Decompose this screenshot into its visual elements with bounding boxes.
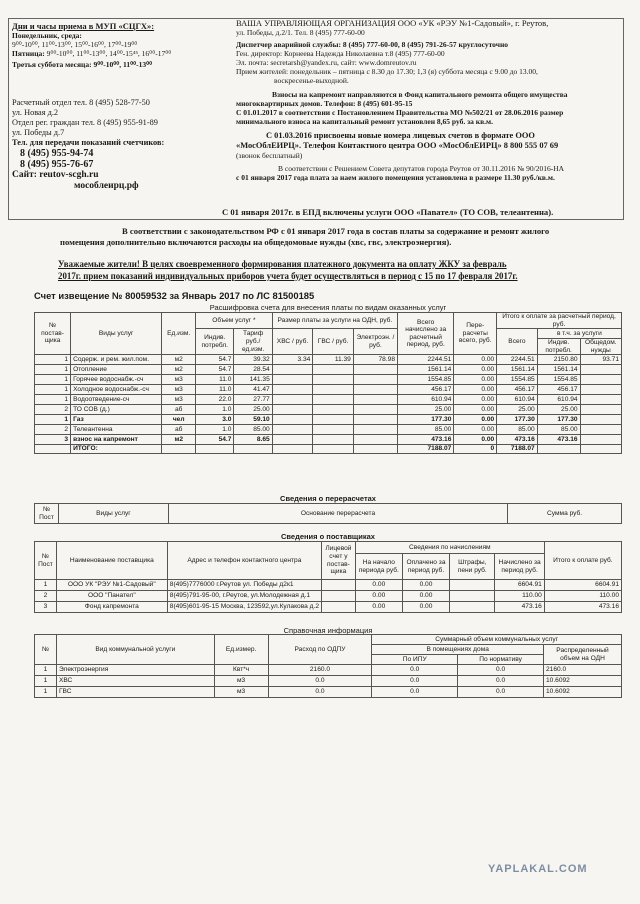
invoice-title: Счет извещение № 80059532 за Январь 2017 по ЛС 81500185 xyxy=(34,290,315,301)
meter-phone-1: 8 (495) 955-94-74 xyxy=(20,148,94,159)
recalc-caption: Сведения о перерасчетах xyxy=(280,494,376,503)
tariff: 59.10 xyxy=(234,415,272,425)
accrued: 473.16 xyxy=(398,435,454,445)
table-row xyxy=(35,375,622,385)
tariff: 8.65 xyxy=(234,435,272,445)
supplier-num: 2 xyxy=(35,405,71,415)
table-row xyxy=(35,415,622,425)
ref-odn: 10.6092 xyxy=(544,676,622,687)
to-pay: 1561.14 xyxy=(497,365,538,375)
to-pay-ind: 177.30 xyxy=(537,415,580,425)
to-pay-common xyxy=(580,435,621,445)
ref-odn: 10.6092 xyxy=(544,687,622,698)
ref-caption: Справочная информация xyxy=(283,626,373,635)
contacts-block xyxy=(12,98,227,192)
notice-1: С 01 января 2017г. в ЕПД включены услуги ООО «Паnaтел» (ТО СОВ, телеантенна). xyxy=(222,207,554,217)
prov-h-num: № Пост xyxy=(35,542,57,580)
ref-h-ipu: По ИПУ xyxy=(372,655,458,665)
tariff: 85.00 xyxy=(234,425,272,435)
to-pay-ind: 610.94 xyxy=(537,395,580,405)
period-fine xyxy=(450,591,495,602)
ref-ipu: 0.0 xyxy=(372,687,458,698)
to-pay: 610.94 xyxy=(497,395,538,405)
period-start: 0.00 xyxy=(355,602,402,613)
total-sum: 7188.07 xyxy=(398,445,454,454)
ref-num: 1 xyxy=(35,687,57,698)
h-num: № постав-щика xyxy=(35,313,71,355)
management-org xyxy=(236,18,621,182)
supplier-num: 1 xyxy=(35,355,71,365)
tv-2: с 01 января 2017 года плата за наем жилого помещения установлена в размере 11.30 руб./кв.м. xyxy=(236,173,555,182)
to-pay: 25.00 xyxy=(497,405,538,415)
period-paid: 0.00 xyxy=(402,580,449,591)
org-addr: ул. Победы, д.2/1. Тел. 8 (495) 777-60-00 xyxy=(236,28,365,37)
accrued: 25.00 xyxy=(398,405,454,415)
ref-h-sum: Суммарный объем коммунальных услуг xyxy=(372,635,622,645)
h-gvs: ГВС / руб. xyxy=(313,329,354,355)
director: Ген. директор: Корнеева Надежда Николаевна т.8 (495) 777-60-00 xyxy=(236,49,445,58)
table-row xyxy=(35,591,622,602)
odn-gvs xyxy=(313,415,354,425)
provider-to-pay: 6604.91 xyxy=(544,580,621,591)
fund-3: С 01.01.2017 в соответствии с Постановлением Правительства МО №502/21 от 28.06.2016 размер xyxy=(236,108,564,117)
accrued: 1554.85 xyxy=(398,375,454,385)
h-unit: Ед.изм. xyxy=(162,313,196,355)
to-pay: 85.00 xyxy=(497,425,538,435)
tariff: 41.47 xyxy=(234,385,272,395)
meter-phone-2: 8 (495) 955-76-67 xyxy=(20,159,94,170)
prov-h-acc: Лицевой счет у постав-щика xyxy=(321,542,355,580)
volume: 11.0 xyxy=(196,375,234,385)
to-pay-ind: 85.00 xyxy=(537,425,580,435)
provider-to-pay: 473.16 xyxy=(544,602,621,613)
odn-el: 78.98 xyxy=(353,355,397,365)
provider-name: ООО УК "РЭУ №1-Садовый" xyxy=(56,580,167,591)
ref-odpu: 2160.0 xyxy=(268,665,372,676)
table-row xyxy=(35,435,622,445)
supplier-num: 3 xyxy=(35,435,71,445)
recalc: 0.00 xyxy=(454,435,497,445)
accrued: 1561.14 xyxy=(398,365,454,375)
fri-label: Пятница: xyxy=(12,49,45,58)
odn-hvs xyxy=(272,405,313,415)
ref-norm: 0.0 xyxy=(458,687,544,698)
odn-gvs xyxy=(313,395,354,405)
service-name: Телеантенна xyxy=(71,425,162,435)
accounts-1: С 01.03.2016 присвоены новые номера лицевых счетов в формате ООО xyxy=(266,131,535,140)
table-row xyxy=(35,355,622,365)
ref-h-odn: Распределенный объем на ОДН xyxy=(544,645,622,665)
accrued: 456.17 xyxy=(398,385,454,395)
h-ind: Индив. потребл. xyxy=(537,339,580,355)
fund-4: минимального взноса на капитальный ремонт установлен 8,65 руб. за кв.м. xyxy=(236,117,493,126)
service-name: Холодное водоснабж.-сч xyxy=(71,385,162,395)
table-row xyxy=(35,385,622,395)
volume: 54.7 xyxy=(196,365,234,375)
email: Эл. почта: secretarsh@yandex.ru, сайт: www.domreutov.ru xyxy=(236,58,417,67)
main-table-caption: Расшифровка счета для внесения платы по видам оказанных услуг xyxy=(209,303,447,312)
h-incl: в т.ч. за услуги xyxy=(537,329,621,339)
mon-wed-label: Понедельник, среда: xyxy=(12,31,82,40)
volume: 11.0 xyxy=(196,385,234,395)
accounts-2: «МосОблЕИРЦ». Телефон Контактного центра ООО «МосОблЕИРЦ» 8 800 555 07 69 xyxy=(236,141,559,150)
odn-el xyxy=(353,365,397,375)
odn-gvs xyxy=(313,425,354,435)
to-pay-ind: 473.16 xyxy=(537,435,580,445)
provider-to-pay: 110.00 xyxy=(544,591,621,602)
ref-service: ГВС xyxy=(56,687,214,698)
unit: чел xyxy=(162,415,196,425)
reg-addr: ул. Победы д.7 xyxy=(12,128,65,137)
odn-el xyxy=(353,405,397,415)
accrued: 177.30 xyxy=(398,415,454,425)
site-label: Сайт: xyxy=(12,170,37,180)
odn-gvs xyxy=(313,385,354,395)
accrued: 85.00 xyxy=(398,425,454,435)
providers-table xyxy=(34,541,622,613)
period-paid: 0.00 xyxy=(402,591,449,602)
to-pay-common xyxy=(580,415,621,425)
ref-num: 1 xyxy=(35,676,57,687)
prov-h-fine: Штрафы, пени руб. xyxy=(450,554,495,580)
accrued: 610.94 xyxy=(398,395,454,405)
volume: 54.7 xyxy=(196,355,234,365)
unit: м2 xyxy=(162,365,196,375)
provider-num: 3 xyxy=(35,602,57,613)
period-start: 0.00 xyxy=(355,591,402,602)
tariff: 28.54 xyxy=(234,365,272,375)
reception: Прием жителей: понедельник – пятница с 8.30 до 17.30; 1,3 (я) суббота месяца с 9.00 до 13.00, xyxy=(236,67,538,76)
table-row xyxy=(35,425,622,435)
tariff: 39.32 xyxy=(234,355,272,365)
to-pay-common xyxy=(580,425,621,435)
volume: 1.0 xyxy=(196,425,234,435)
odn-el xyxy=(353,395,397,405)
period-charged: 110.00 xyxy=(495,591,544,602)
h-common: Общедом. нужды xyxy=(580,339,621,355)
reference-table xyxy=(34,634,622,698)
period-charged: 473.16 xyxy=(495,602,544,613)
calc-addr: ул. Новая д.2 xyxy=(12,108,59,117)
volume: 1.0 xyxy=(196,405,234,415)
h-odn: Размер платы за услуги на ОДН, руб. xyxy=(272,313,397,329)
recalc: 0.00 xyxy=(454,385,497,395)
to-pay-common xyxy=(580,365,621,375)
recalc: 0.00 xyxy=(454,425,497,435)
site-link-1[interactable]: reutov-scgh.ru xyxy=(39,170,99,180)
ref-ipu: 0.0 xyxy=(372,665,458,676)
prov-h-charged: Начислено за период руб. xyxy=(495,554,544,580)
tv-1: В соответствии с Решением Совета депутатов города Реутов от 30.11.2016 № 90/2016-НА xyxy=(278,164,565,173)
table-row xyxy=(35,676,622,687)
h-tariff: Тариф руб./ед.изм. xyxy=(234,329,272,355)
watermark: YAPLAKAL.COM xyxy=(488,863,588,875)
service-name: Горячее водоснабж.-сч xyxy=(71,375,162,385)
recalc-h-sum: Сумма руб. xyxy=(508,504,622,524)
to-pay: 456.17 xyxy=(497,385,538,395)
h-volume: Объем услуг * xyxy=(196,313,273,329)
volume: 3.0 xyxy=(196,415,234,425)
supplier-num: 1 xyxy=(35,395,71,405)
service-name: взнос на капремонт xyxy=(71,435,162,445)
supplier-num: 1 xyxy=(35,385,71,395)
unit: м2 xyxy=(162,435,196,445)
ref-service: Электроэнергия xyxy=(56,665,214,676)
h-hvs: ХВС / руб. xyxy=(272,329,313,355)
recalc-table xyxy=(34,503,622,524)
ref-h-odpu: Расход по ОДПУ xyxy=(268,635,372,665)
h-topay: Итого к оплате за расчетный период, руб. xyxy=(497,313,622,329)
odn-gvs: 11.39 xyxy=(313,355,354,365)
to-pay-common xyxy=(580,375,621,385)
service-name: Газ xyxy=(71,415,162,425)
notice-2: В соответствии с законодательством РФ с 01 января 2017 года в состав платы за содержание и ремонт жилого xyxy=(122,226,550,236)
ref-odpu: 0.0 xyxy=(268,687,372,698)
notice-3: помещения дополнительно включаются расходы на общедомовые нужды (хвс, гвс, электроэнергия). xyxy=(60,237,452,247)
mon-wed-time: 9⁰⁰-10⁰⁰, 11⁰⁰-13⁰⁰, 15⁰⁰-16⁰⁰, 17⁰⁰-19⁰⁰ xyxy=(12,40,138,49)
ref-unit: м3 xyxy=(214,687,268,698)
prov-h-paid: Оплачено за период руб. xyxy=(402,554,449,580)
provider-num: 2 xyxy=(35,591,57,602)
recalc: 0.00 xyxy=(454,395,497,405)
notice-meters xyxy=(58,258,624,282)
odn-hvs xyxy=(272,395,313,405)
provider-address: 8(495)601-95-15 Москва, 123592,ул.Кулакова д.2 xyxy=(167,602,321,613)
ref-num: 1 xyxy=(35,665,57,676)
period-charged: 6604.91 xyxy=(495,580,544,591)
unit: аб xyxy=(162,405,196,415)
supplier-num: 1 xyxy=(35,365,71,375)
ref-norm: 0.0 xyxy=(458,665,544,676)
table-row xyxy=(35,687,622,698)
odn-gvs xyxy=(313,435,354,445)
ref-ipu: 0.0 xyxy=(372,676,458,687)
odn-hvs: 3.34 xyxy=(272,355,313,365)
prov-h-name: Наименование поставщика xyxy=(56,542,167,580)
provider-address: 8(495)7776000 г.Реутов ул. Победы д2к1 xyxy=(167,580,321,591)
period-fine xyxy=(450,580,495,591)
notice-2-block xyxy=(60,226,620,248)
to-pay: 177.30 xyxy=(497,415,538,425)
odn-hvs xyxy=(272,385,313,395)
prov-h-start: На начало периода руб. xyxy=(355,554,402,580)
notice-4: Уважаемые жители! В целях своевременного формирования платежного документа на оплату ЖКУ за февраль xyxy=(58,259,507,269)
h-vol-ind: Индив. потребл. xyxy=(196,329,234,355)
odn-el xyxy=(353,385,397,395)
table-row xyxy=(35,665,622,676)
to-pay-ind: 2150.80 xyxy=(537,355,580,365)
reg-dept: Отдел рег. граждан тел. 8 (495) 955-91-89 xyxy=(12,118,158,127)
table-row xyxy=(35,405,622,415)
ref-h-norm: По нормативу xyxy=(458,655,544,665)
ref-unit: м3 xyxy=(214,676,268,687)
provider-account xyxy=(321,602,355,613)
prov-h-accr: Сведения по начислениям xyxy=(355,542,544,554)
to-pay-common xyxy=(580,405,621,415)
period-paid: 0.00 xyxy=(402,602,449,613)
to-pay: 473.16 xyxy=(497,435,538,445)
tariff: 25.00 xyxy=(234,405,272,415)
table-row xyxy=(35,395,622,405)
unit: м2 xyxy=(162,355,196,365)
odn-el xyxy=(353,425,397,435)
provider-account xyxy=(321,580,355,591)
to-pay-common xyxy=(580,385,621,395)
recalc: 0.00 xyxy=(454,415,497,425)
table-row xyxy=(35,580,622,591)
unit: м3 xyxy=(162,375,196,385)
table-row xyxy=(35,602,622,613)
to-pay-ind: 456.17 xyxy=(537,385,580,395)
volume: 22.0 xyxy=(196,395,234,405)
tariff: 27.77 xyxy=(234,395,272,405)
total-recalc: 0 xyxy=(454,445,497,454)
service-name: Водоотведение-сч xyxy=(71,395,162,405)
prov-h-addr: Адрес и телефон контактного центра xyxy=(167,542,321,580)
odn-el xyxy=(353,415,397,425)
recalc-h-num: № Пост xyxy=(35,504,59,524)
odn-hvs xyxy=(272,415,313,425)
service-name: Содерж. и рем. жил.пом. xyxy=(71,355,162,365)
providers-caption: Сведения о поставщиках xyxy=(281,532,375,541)
office-hours xyxy=(12,21,222,69)
provider-name: ООО "Панател" xyxy=(56,591,167,602)
recalc-h-reason: Основание перерасчета xyxy=(168,504,507,524)
accrued: 2244.51 xyxy=(398,355,454,365)
service-name: ТО СОВ (д.) xyxy=(71,405,162,415)
tariff: 141.35 xyxy=(234,375,272,385)
to-pay-ind: 1561.14 xyxy=(537,365,580,375)
site-link-2[interactable]: мособлеирц.рф xyxy=(74,181,139,191)
h-recalc: Пере-расчеты всего, руб. xyxy=(454,313,497,355)
hours-title: Дни и часы приема в МУП «СЦГХ»: xyxy=(12,21,155,31)
h-total: Всего начислено за расчетный период, руб. xyxy=(398,313,454,355)
recalc: 0.00 xyxy=(454,365,497,375)
prov-h-topay: Итого к оплате руб. xyxy=(544,542,621,580)
fund-1: Взносы на капремонт направляются в Фонд капитального ремонта общего имущества xyxy=(272,90,568,99)
ref-h-name: Вид коммунальной услуги xyxy=(56,635,214,665)
provider-num: 1 xyxy=(35,580,57,591)
to-pay-ind: 25.00 xyxy=(537,405,580,415)
period-fine xyxy=(450,602,495,613)
supplier-num: 1 xyxy=(35,415,71,425)
fund-2: многоквартирных домов. Телефон: 8 (495) 601-95-15 xyxy=(236,99,413,108)
supplier-num: 2 xyxy=(35,425,71,435)
to-pay-common: 93.71 xyxy=(580,355,621,365)
meter-title: Тел. для передачи показаний счетчиков: xyxy=(12,138,165,147)
recalc: 0.00 xyxy=(454,375,497,385)
service-name: Отопление xyxy=(71,365,162,375)
h-all: Всего xyxy=(497,329,538,355)
recalc: 0.00 xyxy=(454,405,497,415)
to-pay: 2244.51 xyxy=(497,355,538,365)
h-el: Электроэн. / руб. xyxy=(353,329,397,355)
odn-hvs xyxy=(272,375,313,385)
ref-odpu: 0.0 xyxy=(268,676,372,687)
period-start: 0.00 xyxy=(355,580,402,591)
odn-el xyxy=(353,375,397,385)
ref-odn: 2160.0 xyxy=(544,665,622,676)
ref-unit: Квт*ч xyxy=(214,665,268,676)
provider-address: 8(495)791-95-00, г.Реутов, ул.Молодежная д.1 xyxy=(167,591,321,602)
ref-norm: 0.0 xyxy=(458,676,544,687)
ref-h-rooms: В помещениях дома xyxy=(372,645,544,655)
odn-hvs xyxy=(272,365,313,375)
unit: аб xyxy=(162,425,196,435)
recalc: 0.00 xyxy=(454,355,497,365)
total-all: 7188.07 xyxy=(497,445,538,454)
accounts-3: (звонок бесплатный) xyxy=(236,151,303,160)
provider-account xyxy=(321,591,355,602)
h-service: Виды услуг xyxy=(71,313,162,355)
unit: м3 xyxy=(162,385,196,395)
dispatch: Диспетчер аварийной службы: 8 (495) 777-60-00, 8 (495) 791-26-57 круглосуточно xyxy=(236,40,509,49)
provider-name: Фонд капремонта xyxy=(56,602,167,613)
odn-hvs xyxy=(272,435,313,445)
total-label: ИТОГО: xyxy=(71,445,162,454)
total-row xyxy=(35,445,622,454)
services-table xyxy=(34,312,622,454)
odn-gvs xyxy=(313,365,354,375)
odn-gvs xyxy=(313,375,354,385)
to-pay-common xyxy=(580,395,621,405)
fri-time: 9⁰⁰-10⁰⁰, 11⁰⁰-13⁰⁰, 14⁰⁰-15⁴⁵, 16⁰⁰-17⁰⁰ xyxy=(46,49,172,58)
table-row xyxy=(35,365,622,375)
ref-service: ХВС xyxy=(56,676,214,687)
odn-gvs xyxy=(313,405,354,415)
to-pay: 1554.85 xyxy=(497,375,538,385)
third-saturday: Третья суббота месяца: 9⁰⁰-10⁰⁰, 11⁰⁰-13⁰⁰ xyxy=(12,60,153,69)
ref-h-unit: Ед.измер. xyxy=(214,635,268,665)
recalc-h-service: Виды услуг xyxy=(58,504,168,524)
to-pay-ind: 1554.85 xyxy=(537,375,580,385)
org-line: ВАША УПРАВЛЯЮЩАЯ ОРГАНИЗАЦИЯ ООО «УК «РЭУ №1-Садовый», г. Реутов, xyxy=(236,18,549,28)
odn-el xyxy=(353,435,397,445)
calc-dept: Расчетный отдел тел. 8 (495) 528-77-50 xyxy=(12,98,150,107)
unit: м3 xyxy=(162,395,196,405)
supplier-num: 1 xyxy=(35,375,71,385)
reception-2: воскресенье-выходной. xyxy=(274,76,349,85)
ref-h-num: № xyxy=(35,635,57,665)
volume: 54.7 xyxy=(196,435,234,445)
odn-hvs xyxy=(272,425,313,435)
notice-5: 2017г. прием показаний индивидуальных приборов учета будет осуществляться в период с 15 по 17 февраля 2017г. xyxy=(58,271,518,281)
